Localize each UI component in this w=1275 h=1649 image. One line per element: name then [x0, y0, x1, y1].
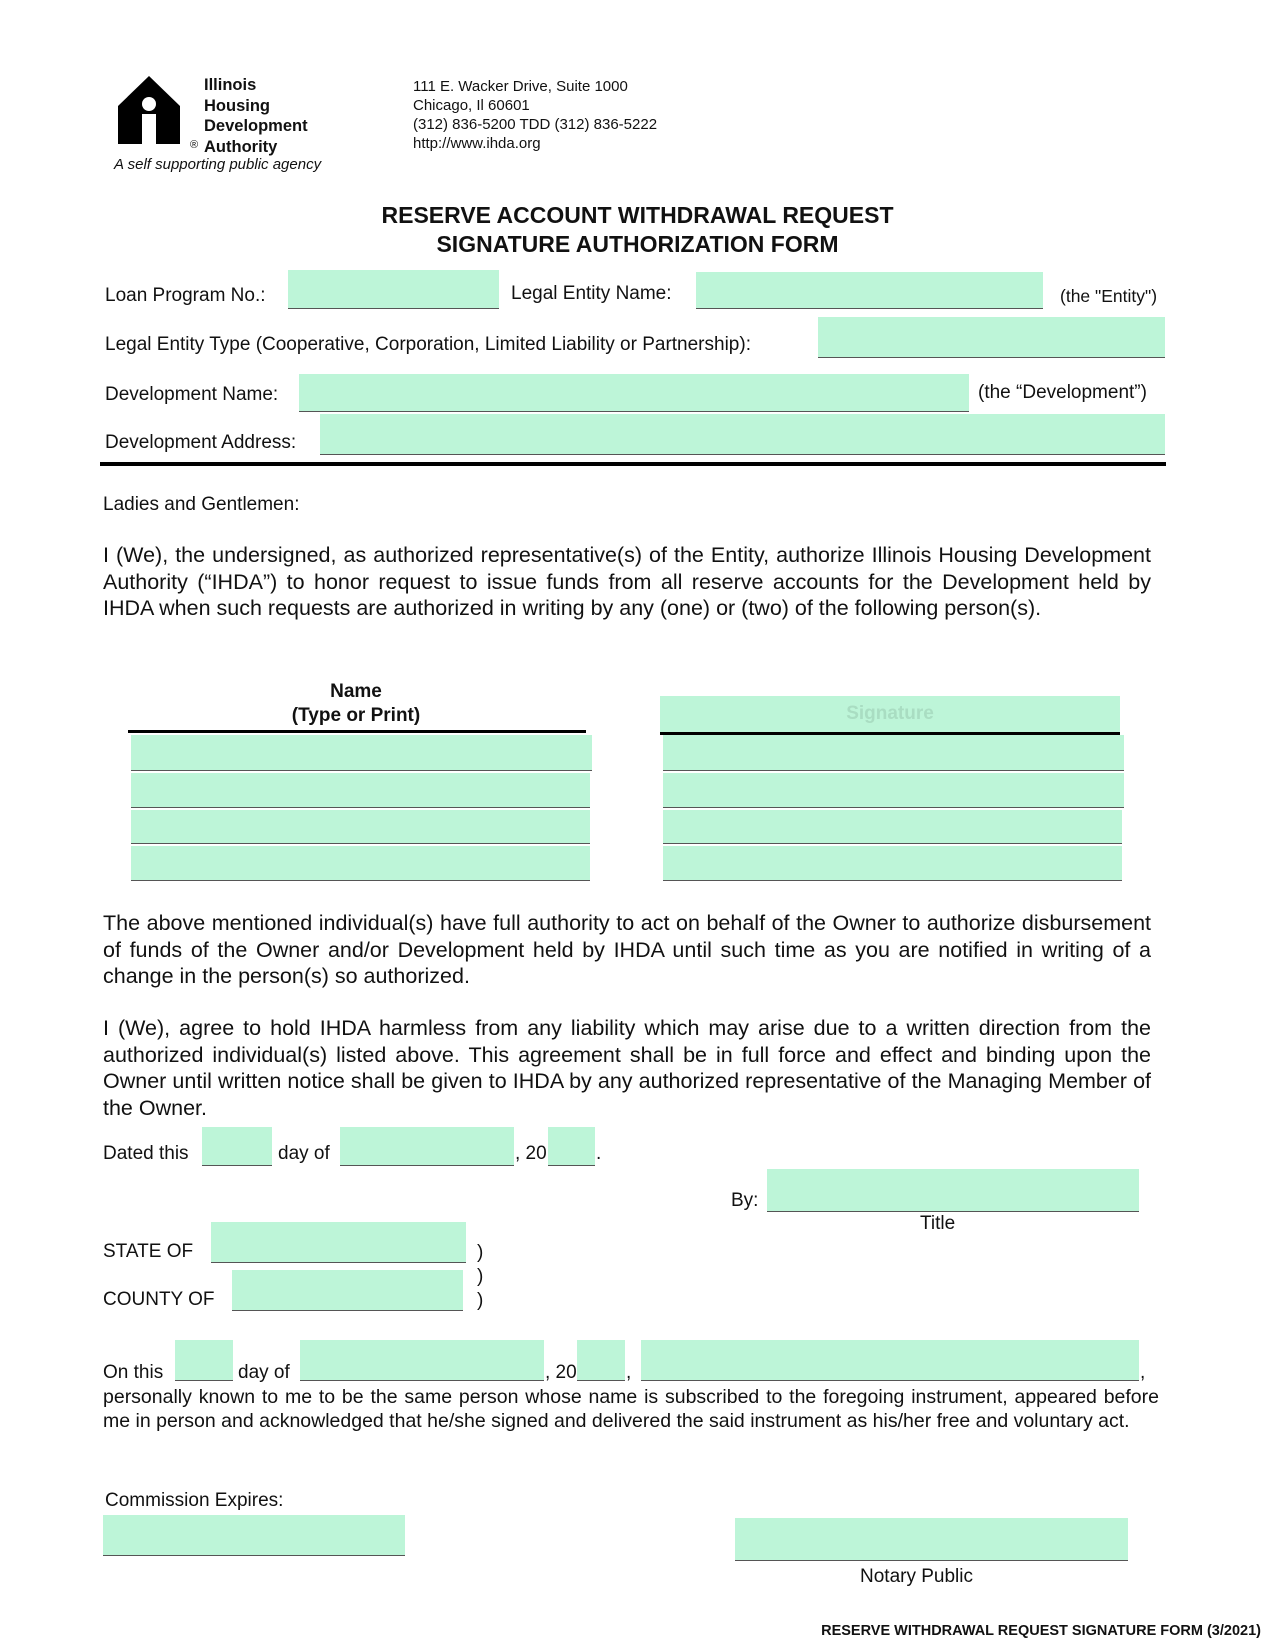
entity-suffix: (the "Entity") — [1060, 286, 1158, 306]
county-of-label: COUNTY OF — [103, 1289, 215, 1310]
legal-entity-name-field[interactable] — [696, 272, 1043, 309]
dated-year-field[interactable] — [548, 1127, 595, 1166]
signature-column-header: Signature — [846, 703, 934, 724]
section-divider — [100, 462, 1166, 466]
tagline: A self supporting public agency — [114, 156, 322, 173]
address-line: Chicago, Il 60601 — [413, 97, 530, 114]
bracket: ) — [477, 1242, 484, 1263]
comma: , — [626, 1362, 632, 1383]
dated-month-field[interactable] — [340, 1127, 514, 1166]
year-prefix: , 20 — [515, 1143, 547, 1164]
by-label: By: — [731, 1190, 759, 1211]
notary-signature-field[interactable] — [735, 1518, 1128, 1561]
development-suffix: (the “Development”) — [978, 382, 1147, 403]
harmless-paragraph: I (We), agree to hold IHDA harmless from any liability which may arise due to a written direction from the authorized individual(s) listed above. This agreement shall be in full force and effect and binding upon the Owner until written notice shall be given to IHDA by any authorized representative of the Managing Member of the Owner. — [103, 1016, 1151, 1120]
dated-day-field[interactable] — [202, 1127, 272, 1166]
county-field[interactable] — [232, 1270, 463, 1311]
ihda-logo — [118, 76, 180, 149]
notary-public-label: Notary Public — [860, 1566, 973, 1587]
period: . — [596, 1143, 602, 1164]
state-of-label: STATE OF — [103, 1241, 194, 1262]
notary-person-field[interactable] — [641, 1340, 1139, 1381]
title-label: Title — [920, 1213, 956, 1234]
notary-year-prefix: , 20 — [545, 1362, 577, 1383]
name-header-rule — [128, 730, 586, 733]
development-name-label: Development Name: — [105, 384, 279, 405]
state-field[interactable] — [211, 1222, 466, 1263]
salutation: Ladies and Gentlemen: — [103, 494, 300, 515]
name-column-header: Name (Type or Print) — [291, 681, 421, 726]
address-line: (312) 836-5200 TDD (312) 836-5222 — [413, 116, 658, 133]
development-address-label: Development Address: — [105, 432, 297, 453]
commission-expires-label: Commission Expires: — [105, 1490, 284, 1511]
legal-entity-type-label: Legal Entity Type (Cooperative, Corporation, Limited Liability or Partnership): — [105, 334, 751, 355]
acknowledgement-paragraph: personally known to me to be the same person whose name is subscribed to the foregoing instrument, appeared before me in person and acknowledged that he/she signed and delivered the said instrument as his/her free and voluntary act. — [103, 1386, 1159, 1432]
signature-header-cell — [660, 696, 1120, 735]
form-footer: RESERVE WITHDRAWAL REQUEST SIGNATURE FORM (3/2021) — [821, 1623, 1261, 1639]
registered-mark: ® — [190, 139, 199, 151]
address-block — [413, 77, 657, 153]
name-row-field[interactable] — [131, 810, 590, 844]
notary-day-field[interactable] — [175, 1340, 233, 1381]
loan-program-label: Loan Program No.: — [105, 285, 266, 306]
signature-row-field[interactable] — [663, 810, 1122, 844]
name-row-field[interactable] — [131, 773, 590, 808]
dated-this-label: Dated this — [103, 1143, 189, 1164]
comma: , — [1140, 1362, 1146, 1383]
loan-program-field[interactable] — [288, 270, 499, 309]
authorization-paragraph: I (We), the undersigned, as authorized representative(s) of the Entity, authorize Illinois Housing Development Authority (“IHDA”) to honor request to issue funds from all reserve accounts for the Development held by IHDA when such requests are authorized in writing by any (one) or (two) of the following person(s). — [103, 543, 1151, 620]
signature-row-field[interactable] — [663, 773, 1124, 808]
name-row-field[interactable] — [131, 846, 590, 881]
address-line: http://www.ihda.org — [413, 135, 541, 152]
notary-year-field[interactable] — [577, 1340, 625, 1381]
signature-row-field[interactable] — [663, 735, 1124, 771]
by-signature-field[interactable] — [767, 1169, 1139, 1212]
authority-paragraph: The above mentioned individual(s) have full authority to act on behalf of the Owner to authorize disbursement of funds of the Owner and/or Development held by IHDA until such time as you are notified in writing of a change in the person(s) so authorized. — [103, 911, 1151, 988]
commission-expires-field[interactable] — [103, 1515, 405, 1556]
development-address-field[interactable] — [320, 414, 1165, 455]
form-title: RESERVE ACCOUNT WITHDRAWAL REQUEST SIGNATURE AUTHORIZATION FORM — [381, 202, 894, 257]
legal-entity-name-label: Legal Entity Name: — [511, 283, 672, 304]
name-row-field[interactable] — [131, 735, 592, 771]
notary-month-field[interactable] — [300, 1340, 544, 1381]
on-this-label: On this — [103, 1362, 164, 1383]
org-name: Illinois Housing Development Authority — [204, 76, 308, 156]
signature-row-field[interactable] — [663, 846, 1122, 881]
bracket: ) — [477, 1266, 484, 1287]
address-line: 111 E. Wacker Drive, Suite 1000 — [413, 78, 628, 95]
legal-entity-type-field[interactable] — [818, 317, 1165, 358]
day-of-label: day of — [278, 1143, 330, 1164]
notary-day-of-label: day of — [238, 1362, 290, 1383]
bracket: ) — [477, 1290, 484, 1311]
development-name-field[interactable] — [299, 374, 969, 412]
